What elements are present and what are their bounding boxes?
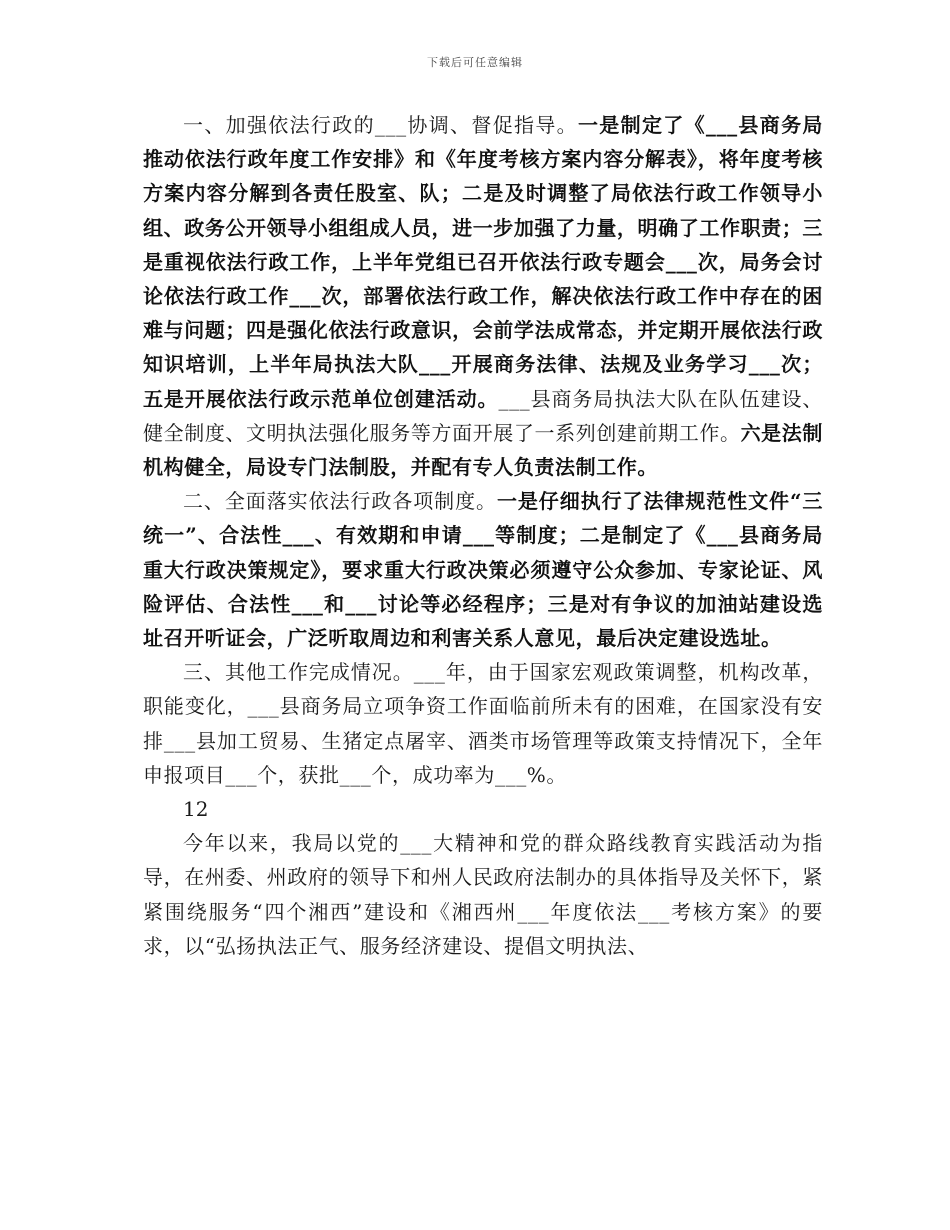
paragraph-3: [143, 655, 823, 792]
paragraph-1-bold-text: 一是制定了《___县商务局推动依法行政年度工作安排》和《年度考核方案内容分解表》，将年度考核方案内容分解到各责任股室、队；二是及时调整了局依法行政工作领导小组、政务公开领导小组组成人员，进一步加强了力量，明确了工作职责；三是重视依法行政工作，上半年党组已召开依法行政专题会___次，局务会讨论依法行政工作___次，部署依法行政工作，解决依法行政工作中存在的困难与问题；四是强化依法行政意识，会前学法成常态，并定期开展依法行政知识培训，上半年局执法大队___开展商务法律、法规及业务学习___次；五是开展依法行政示范单位创建活动。: [143, 113, 823, 411]
paragraph-1-heading: 一、加强依法行政的___协调、督促指导。: [183, 113, 578, 137]
paragraph-1-bold-text-2: 六是法制机构健全，局设专门法制股，并配有专人负责法制工作。: [143, 420, 823, 480]
paragraph-3-text: 三、其他工作完成情况。___年，由于国家宏观政策调整，机构改革，职能变化，___县商务局立项争资工作面临前所未有的困难，在国家没有安排___县加工贸易、生猪定点屠宰、酒类市场管理等政策支持情况下，全年申报项目___个，获批___个，成功率为___%。: [143, 660, 823, 787]
paragraph-2: [143, 484, 823, 655]
paragraph-2-heading: 二、全面落实依法行政各项制度。: [183, 489, 497, 514]
document-body: [143, 108, 823, 963]
paragraph-4-text: 今年以来，我局以党的___大精神和党的群众路线教育实践活动为指导，在州委、州政府的领导下和州人民政府法制办的具体指导及关怀下，紧紧围绕服务“四个湘西”建设和《湘西州___年度依法___考核方案》的要求，以“弘扬执法正气、服务经济建设、提倡文明执法、: [143, 831, 823, 958]
section-number: 12: [183, 797, 209, 822]
paragraph-1-plain-text: ___县商务局执法大队在队伍建设、健全制度、文明执法强化服务等方面开展了一系列创建前期工作。: [143, 386, 824, 445]
paragraph-1: [143, 108, 823, 484]
paragraph-4: [143, 826, 823, 963]
paragraph-2-bold-text: 一是仔细执行了法律规范性文件“三统一”、合法性___、有效期和申请___等制度；二是制定了《___县商务局重大行政决策规定》，要求重大行政决策必须遵守公众参加、专家论证、风险评估、合法性___和___讨论等必经程序；三是对有争议的加油站建设选址召开听证会，广泛听取周边和利害关系人意见，最后决定建设选址。: [143, 489, 824, 651]
page-header: 下载后可任意编辑: [427, 56, 523, 69]
